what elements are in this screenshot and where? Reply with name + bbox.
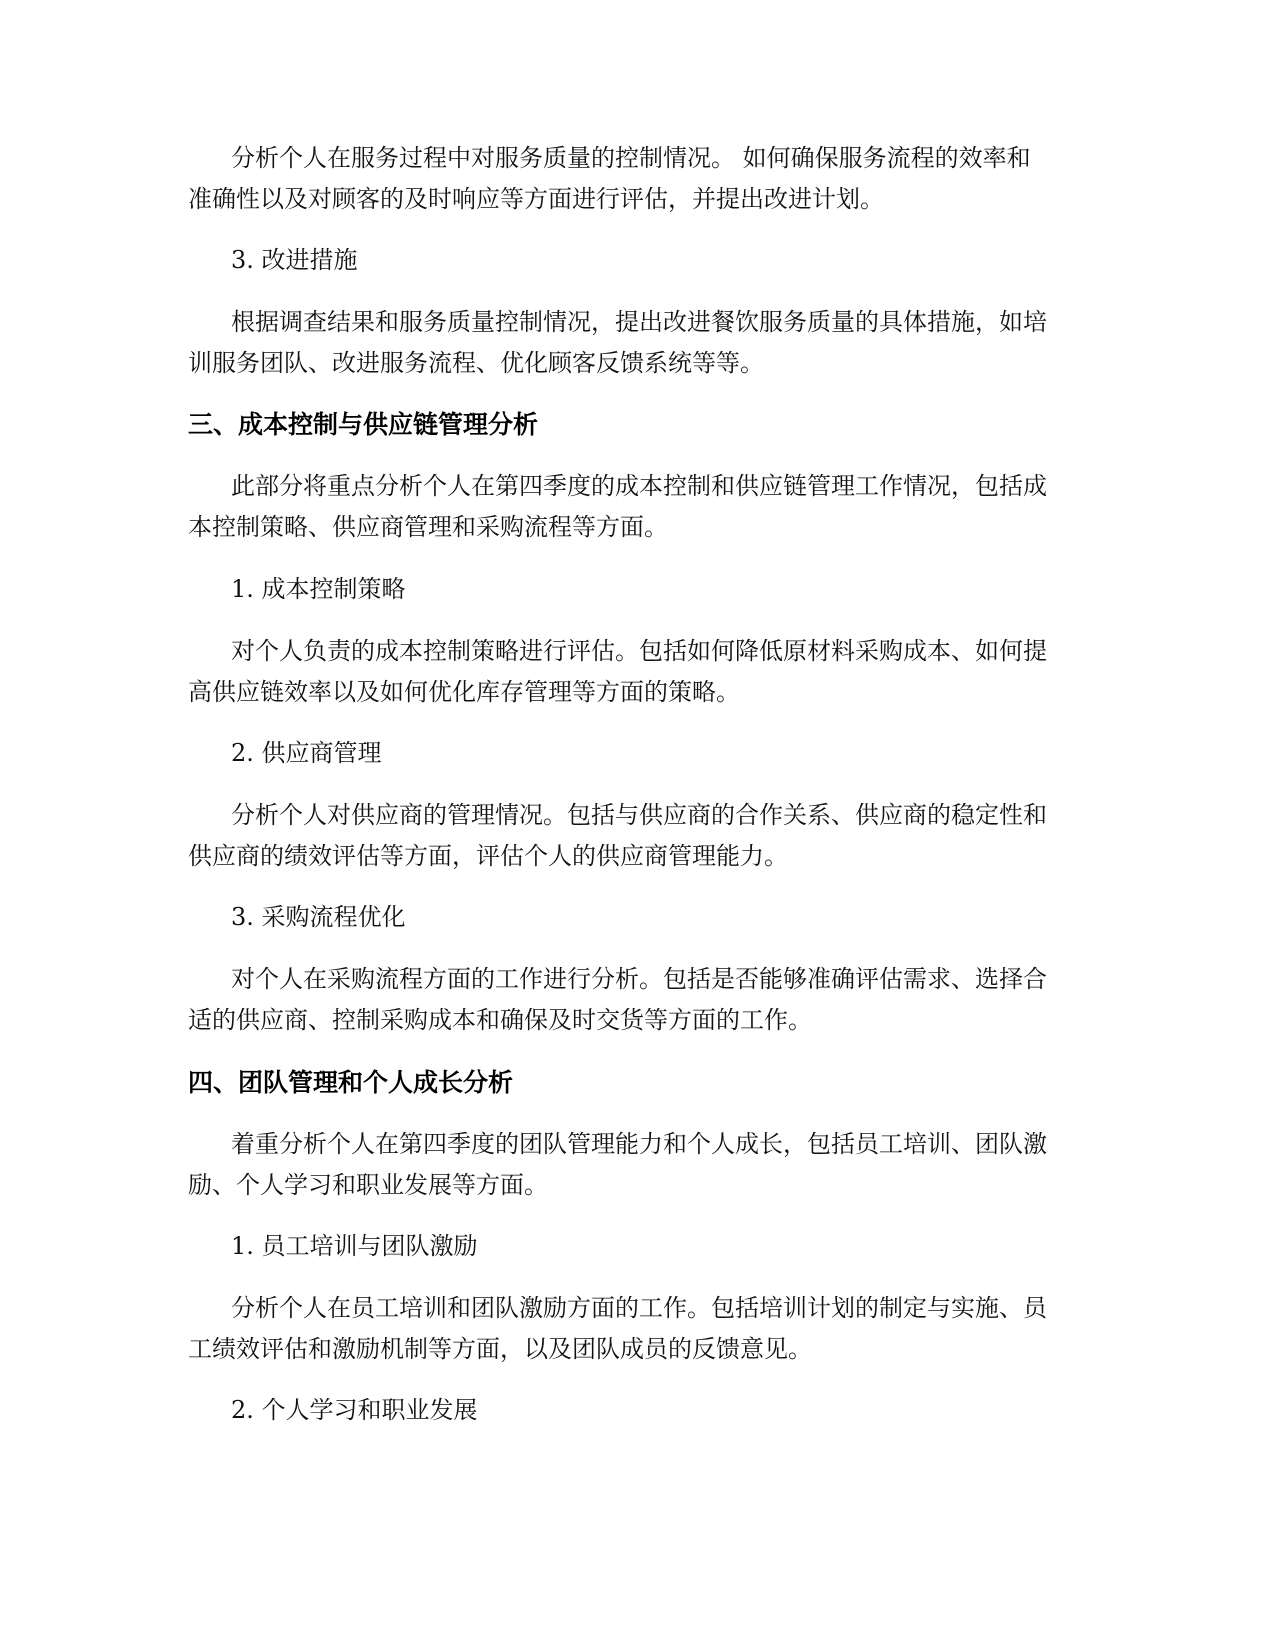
paragraph-line: 高供应链效率以及如何优化库存管理等方面的策略。 [188, 678, 740, 706]
list-item-title: 3. 采购流程优化 [231, 903, 406, 931]
paragraph-line: 根据调查结果和服务质量控制情况，提出改进餐饮服务质量的具体措施，如培 [231, 308, 1047, 336]
paragraph-line: 对个人在采购流程方面的工作进行分析。包括是否能够准确评估需求、选择合 [231, 965, 1047, 993]
paragraph-line: 工绩效评估和激励机制等方面，以及团队成员的反馈意见。 [188, 1335, 812, 1363]
paragraph-line: 分析个人在服务过程中对服务质量的控制情况。 如何确保服务流程的效率和 [231, 144, 1031, 172]
paragraph-line: 分析个人对供应商的管理情况。包括与供应商的合作关系、供应商的稳定性和 [231, 801, 1047, 829]
paragraph-line: 准确性以及对顾客的及时响应等方面进行评估，并提出改进计划。 [188, 185, 884, 213]
paragraph-line: 适的供应商、控制采购成本和确保及时交货等方面的工作。 [188, 1006, 812, 1034]
list-item-title: 2. 供应商管理 [231, 739, 382, 767]
paragraph-line: 此部分将重点分析个人在第四季度的成本控制和供应链管理工作情况，包括成 [231, 472, 1047, 500]
paragraph-line: 对个人负责的成本控制策略进行评估。包括如何降低原材料采购成本、如何提 [231, 637, 1047, 665]
paragraph-line: 训服务团队、改进服务流程、优化顾客反馈系统等等。 [188, 349, 764, 377]
paragraph-line: 励、个人学习和职业发展等方面。 [188, 1171, 548, 1199]
list-item-title: 1. 员工培训与团队激励 [231, 1232, 478, 1260]
list-item-title: 1. 成本控制策略 [231, 575, 406, 603]
section-heading: 三、成本控制与供应链管理分析 [188, 410, 539, 439]
paragraph-line: 本控制策略、供应商管理和采购流程等方面。 [188, 513, 668, 541]
paragraph-line: 供应商的绩效评估等方面，评估个人的供应商管理能力。 [188, 842, 788, 870]
paragraph-line: 着重分析个人在第四季度的团队管理能力和个人成长，包括员工培训、团队激 [231, 1130, 1047, 1158]
section-heading: 四、团队管理和个人成长分析 [188, 1068, 514, 1097]
paragraph-line: 分析个人在员工培训和团队激励方面的工作。包括培训计划的制定与实施、员 [231, 1294, 1047, 1322]
list-item-title: 3. 改进措施 [231, 246, 358, 274]
list-item-title: 2. 个人学习和职业发展 [231, 1396, 478, 1424]
